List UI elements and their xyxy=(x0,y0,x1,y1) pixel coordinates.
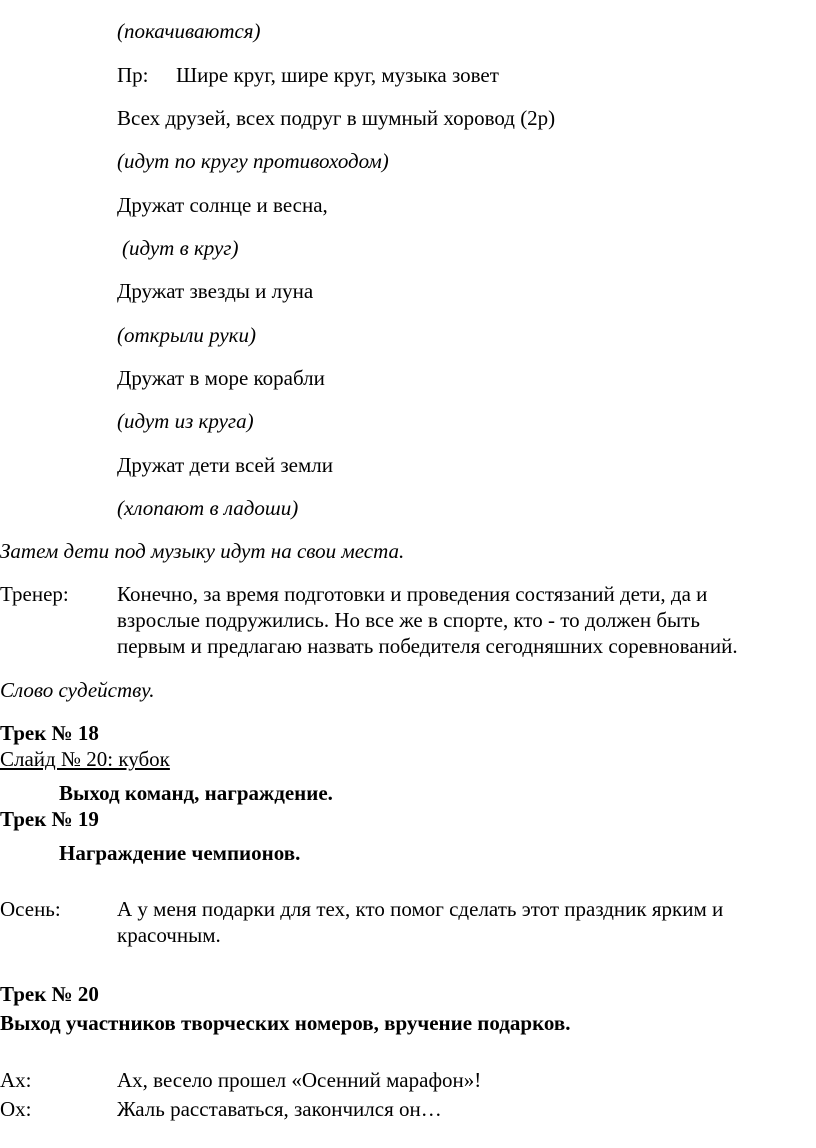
refrain-text: Шире круг, шире круг, музыка зовет xyxy=(176,63,499,87)
speech-line: взрослые подружились. Но все же в спорте, кто - то должен быть xyxy=(117,608,700,632)
stage-direction: (открыли руки) xyxy=(117,323,256,347)
speech-line: Ах, весело прошел «Осенний марафон»! xyxy=(117,1068,482,1092)
song-line: Всех друзей, всех подруг в шумный хоровод (2р) xyxy=(117,106,556,130)
speaker-name: Ох: xyxy=(0,1097,32,1121)
speaker-name: Ах: xyxy=(0,1068,32,1092)
song-line: Дружат солнце и весна, xyxy=(117,193,328,217)
section-heading: Награждение чемпионов. xyxy=(59,841,301,865)
song-line: Дружат звезды и луна xyxy=(117,279,314,303)
stage-direction: (идут из круга) xyxy=(117,409,254,433)
speech-line: Конечно, за время подготовки и проведения состязаний дети, да и xyxy=(117,582,708,606)
track-heading: Трек № 19 xyxy=(0,807,99,831)
speech-line: А у меня подарки для тех, кто помог сделать этот праздник ярким и xyxy=(117,897,724,921)
stage-direction: (покачиваются) xyxy=(117,19,261,43)
speaker-name: Осень: xyxy=(0,897,61,921)
speaker-name: Тренер: xyxy=(0,582,69,606)
track-heading: Трек № 18 xyxy=(0,721,99,745)
refrain-label: Пр: xyxy=(117,63,149,87)
speech-line: первым и предлагаю назвать победителя сегодняшних соревнований. xyxy=(117,634,738,658)
stage-direction: (идут в круг) xyxy=(122,236,239,260)
speech-line: Жаль расставаться, закончился он… xyxy=(117,1097,442,1121)
stage-direction: (хлопают в ладоши) xyxy=(117,496,299,520)
stage-direction: (идут по кругу противоходом) xyxy=(117,149,389,173)
speech-line: красочным. xyxy=(117,923,221,947)
song-line: Дружат дети всей земли xyxy=(117,453,333,477)
stage-direction: Затем дети под музыку идут на свои места. xyxy=(0,539,405,563)
song-refrain-line xyxy=(117,62,499,88)
track-heading: Трек № 20 xyxy=(0,982,99,1006)
section-heading: Выход участников творческих номеров, вручение подарков. xyxy=(0,1011,571,1035)
stage-direction: Слово судейству. xyxy=(0,678,155,702)
section-heading: Выход команд, награждение. xyxy=(59,781,333,805)
song-line: Дружат в море корабли xyxy=(117,366,325,390)
slide-label: Слайд № 20: кубок xyxy=(0,747,170,771)
